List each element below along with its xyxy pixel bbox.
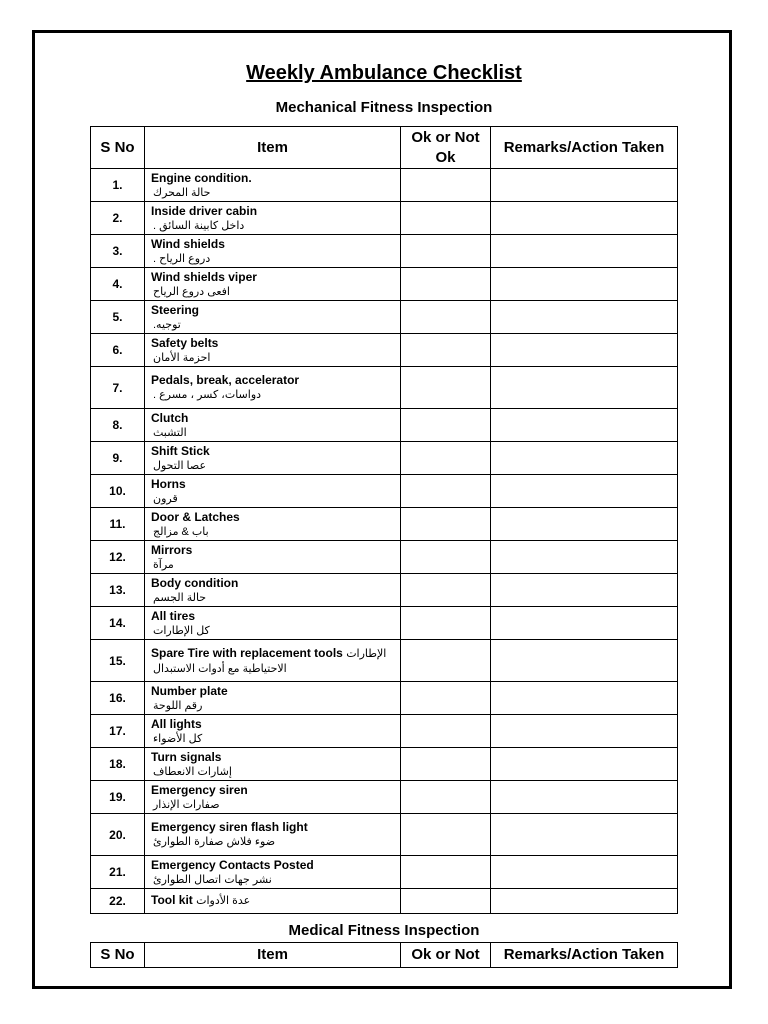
row-item: [145, 442, 401, 475]
item-english-label: [151, 237, 400, 252]
item-english-text: Emergency siren flash light: [151, 820, 308, 834]
item-english-text: Inside driver cabin: [151, 203, 258, 218]
item-english-text: Clutch: [151, 410, 189, 425]
row-item: [145, 856, 401, 889]
item-english-text: Steering: [151, 302, 200, 317]
ok-cell[interactable]: [401, 202, 491, 235]
table-row: [91, 301, 678, 334]
row-item: [145, 334, 401, 367]
item-english-text: Number plate: [151, 683, 228, 698]
remarks-cell[interactable]: [491, 508, 678, 541]
item-arabic-label: عصا التحول: [153, 459, 207, 472]
column-header-sn: S No: [91, 127, 145, 169]
table-row: [91, 202, 678, 235]
row-number: 1.: [91, 169, 145, 202]
remarks-cell[interactable]: [491, 442, 678, 475]
item-english-label: [151, 893, 400, 909]
table-row: [91, 268, 678, 301]
table-header-row: [91, 127, 678, 169]
item-arabic-label: قرون: [153, 492, 178, 505]
table-row: [91, 814, 678, 856]
item-english-label: [151, 576, 400, 591]
table-row: [91, 682, 678, 715]
item-english-text: Wind shields: [151, 236, 225, 251]
remarks-cell[interactable]: [491, 607, 678, 640]
item-english-label: [151, 684, 400, 699]
item-english-text: Emergency Contacts Posted: [151, 857, 314, 872]
mechanical-checklist-table: [90, 126, 678, 914]
item-arabic-label: التشبث: [153, 426, 187, 439]
column-header-remarks: Remarks/Action Taken: [491, 943, 678, 968]
row-number: 6.: [91, 334, 145, 367]
ok-cell[interactable]: [401, 541, 491, 574]
row-number: 9.: [91, 442, 145, 475]
ok-cell[interactable]: [401, 508, 491, 541]
item-english-label: [151, 510, 400, 525]
item-english-label: [151, 171, 400, 186]
item-english-text: Engine condition.: [151, 170, 252, 185]
row-number: 16.: [91, 682, 145, 715]
row-item: [145, 682, 401, 715]
table-row: [91, 541, 678, 574]
item-arabic-label: نشر جهات اتصال الطوارئ: [153, 873, 272, 886]
item-arabic-label: كل الإطارات: [153, 624, 210, 637]
item-arabic-label: داخل كابينة السائق .: [153, 219, 245, 232]
remarks-cell[interactable]: [491, 235, 678, 268]
row-number: 17.: [91, 715, 145, 748]
item-arabic-label: افعى دروع الرياح: [153, 285, 230, 298]
item-english-label: [151, 609, 400, 624]
remarks-cell[interactable]: [491, 682, 678, 715]
row-number: 5.: [91, 301, 145, 334]
ok-cell[interactable]: [401, 409, 491, 442]
item-english-text: Shift Stick: [151, 443, 210, 458]
ok-cell[interactable]: [401, 607, 491, 640]
row-number: 8.: [91, 409, 145, 442]
table-row: [91, 235, 678, 268]
table-row: [91, 781, 678, 814]
medical-checklist-table: [90, 942, 678, 968]
table-row: [91, 508, 678, 541]
item-arabic-label: توجيه.: [153, 318, 181, 331]
item-english-label: [151, 204, 400, 219]
row-number: 22.: [91, 889, 145, 914]
ok-cell[interactable]: [401, 640, 491, 682]
item-english-text: Tool kit: [151, 893, 193, 907]
ok-cell[interactable]: [401, 235, 491, 268]
item-english-label: [151, 783, 400, 798]
item-english-label: [151, 373, 400, 388]
medical-section-heading: Medical Fitness Inspection: [288, 922, 480, 939]
row-item: [145, 301, 401, 334]
item-arabic-label: مرآة: [153, 558, 174, 571]
row-item: [145, 268, 401, 301]
item-arabic-label: حالة المحرك: [153, 186, 211, 199]
row-number: 19.: [91, 781, 145, 814]
ok-cell[interactable]: [401, 682, 491, 715]
item-english-text: Safety belts: [151, 335, 219, 350]
row-number: 3.: [91, 235, 145, 268]
table-row: [91, 607, 678, 640]
table-row: [91, 889, 678, 914]
row-item: [145, 541, 401, 574]
table-row: [91, 409, 678, 442]
row-item: [145, 475, 401, 508]
ok-cell[interactable]: [401, 748, 491, 781]
row-item: [145, 409, 401, 442]
row-item: [145, 889, 401, 914]
item-arabic-label: إشارات الانعطاف: [153, 765, 232, 778]
ok-cell[interactable]: [401, 889, 491, 914]
item-arabic-inline-label: الإطارات: [346, 647, 387, 660]
row-item: [145, 640, 401, 682]
item-english-text: Door & Latches: [151, 509, 240, 524]
row-number: 2.: [91, 202, 145, 235]
ok-cell[interactable]: [401, 442, 491, 475]
ok-cell[interactable]: [401, 169, 491, 202]
table-row: [91, 442, 678, 475]
item-english-text: Body condition: [151, 575, 239, 590]
ok-cell[interactable]: [401, 715, 491, 748]
item-english-label: [151, 543, 400, 558]
remarks-cell[interactable]: [491, 409, 678, 442]
item-english-label: [151, 477, 400, 492]
table-row: [91, 856, 678, 889]
item-english-label: [151, 444, 400, 459]
item-arabic-label: باب & مزالج: [153, 525, 209, 538]
column-header-ok: Ok or Not Ok: [401, 127, 491, 169]
row-item: [145, 202, 401, 235]
table-header-row: [91, 943, 678, 968]
row-item: [145, 235, 401, 268]
column-header-item: Item: [145, 943, 401, 968]
column-header-sn: S No: [91, 943, 145, 968]
row-item: [145, 367, 401, 409]
row-item: [145, 607, 401, 640]
row-item: [145, 574, 401, 607]
mechanical-section-heading: Mechanical Fitness Inspection: [275, 99, 493, 116]
remarks-cell[interactable]: [491, 715, 678, 748]
row-item: [145, 508, 401, 541]
item-arabic-label: حالة الجسم: [153, 591, 207, 604]
column-header-ok: Ok or Not: [401, 943, 491, 968]
item-english-text: Mirrors: [151, 542, 193, 557]
table-row: [91, 169, 678, 202]
item-english-label: [151, 646, 400, 662]
row-item: [145, 748, 401, 781]
table-row: [91, 334, 678, 367]
item-english-text: Wind shields viper: [151, 269, 257, 284]
item-english-text: Turn signals: [151, 749, 222, 764]
row-number: 12.: [91, 541, 145, 574]
table-row: [91, 367, 678, 409]
row-number: 15.: [91, 640, 145, 682]
item-english-label: [151, 303, 400, 318]
item-english-label: [151, 820, 400, 835]
remarks-cell[interactable]: [491, 301, 678, 334]
ok-cell[interactable]: [401, 475, 491, 508]
row-number: 13.: [91, 574, 145, 607]
item-english-label: [151, 270, 400, 285]
table-row: [91, 574, 678, 607]
remarks-cell[interactable]: [491, 268, 678, 301]
column-header-item: Item: [145, 127, 401, 169]
item-english-text: Spare Tire with replacement tools: [151, 645, 343, 660]
ok-cell[interactable]: [401, 814, 491, 856]
table-row: [91, 640, 678, 682]
item-arabic-inline-label: عدة الأدوات: [196, 895, 251, 907]
item-arabic-label: الاحتياطية مع أدوات الاستبدال: [153, 662, 287, 675]
item-english-label: [151, 717, 400, 732]
item-english-text: All tires: [151, 608, 196, 623]
row-number: 21.: [91, 856, 145, 889]
row-item: [145, 169, 401, 202]
remarks-cell[interactable]: [491, 781, 678, 814]
item-arabic-label: دروع الرياح .: [153, 252, 211, 265]
ok-cell[interactable]: [401, 574, 491, 607]
item-english-text: Emergency siren: [151, 782, 248, 797]
remarks-cell[interactable]: [491, 640, 678, 682]
item-english-label: [151, 336, 400, 351]
table-row: [91, 475, 678, 508]
column-header-remarks: Remarks/Action Taken: [491, 127, 678, 169]
remarks-cell[interactable]: [491, 748, 678, 781]
item-english-label: [151, 858, 400, 873]
row-number: 14.: [91, 607, 145, 640]
table-row: [91, 748, 678, 781]
item-english-text: Horns: [151, 476, 186, 491]
item-arabic-label: رقم اللوحة: [153, 699, 203, 712]
remarks-cell[interactable]: [491, 202, 678, 235]
row-number: 11.: [91, 508, 145, 541]
remarks-cell[interactable]: [491, 169, 678, 202]
ok-cell[interactable]: [401, 301, 491, 334]
item-arabic-label: كل الأضواء: [153, 732, 203, 745]
row-number: 10.: [91, 475, 145, 508]
remarks-cell[interactable]: [491, 367, 678, 409]
row-number: 20.: [91, 814, 145, 856]
ok-cell[interactable]: [401, 856, 491, 889]
item-english-label: [151, 411, 400, 426]
remarks-cell[interactable]: [491, 814, 678, 856]
remarks-cell[interactable]: [491, 889, 678, 914]
remarks-cell[interactable]: [491, 334, 678, 367]
row-item: [145, 715, 401, 748]
ok-cell[interactable]: [401, 367, 491, 409]
document-title: Weekly Ambulance Checklist: [246, 62, 522, 84]
item-arabic-label: احزمة الأمان: [153, 351, 211, 364]
item-arabic-label: ضوء فلاش صفارة الطوارئ: [153, 836, 276, 848]
remarks-cell[interactable]: [491, 856, 678, 889]
table-row: [91, 715, 678, 748]
row-number: 7.: [91, 367, 145, 409]
row-item: [145, 814, 401, 856]
item-english-label: [151, 750, 400, 765]
item-english-text: Pedals, break, accelerator: [151, 373, 300, 387]
remarks-cell[interactable]: [491, 475, 678, 508]
ok-cell[interactable]: [401, 268, 491, 301]
row-item: [145, 781, 401, 814]
remarks-cell[interactable]: [491, 574, 678, 607]
ok-cell[interactable]: [401, 781, 491, 814]
ok-cell[interactable]: [401, 334, 491, 367]
row-number: 18.: [91, 748, 145, 781]
item-arabic-label: دواسات، كسر ، مسرع .: [153, 389, 262, 401]
item-arabic-label: صفارات الإنذار: [153, 798, 220, 811]
remarks-cell[interactable]: [491, 541, 678, 574]
item-english-text: All lights: [151, 716, 202, 731]
row-number: 4.: [91, 268, 145, 301]
